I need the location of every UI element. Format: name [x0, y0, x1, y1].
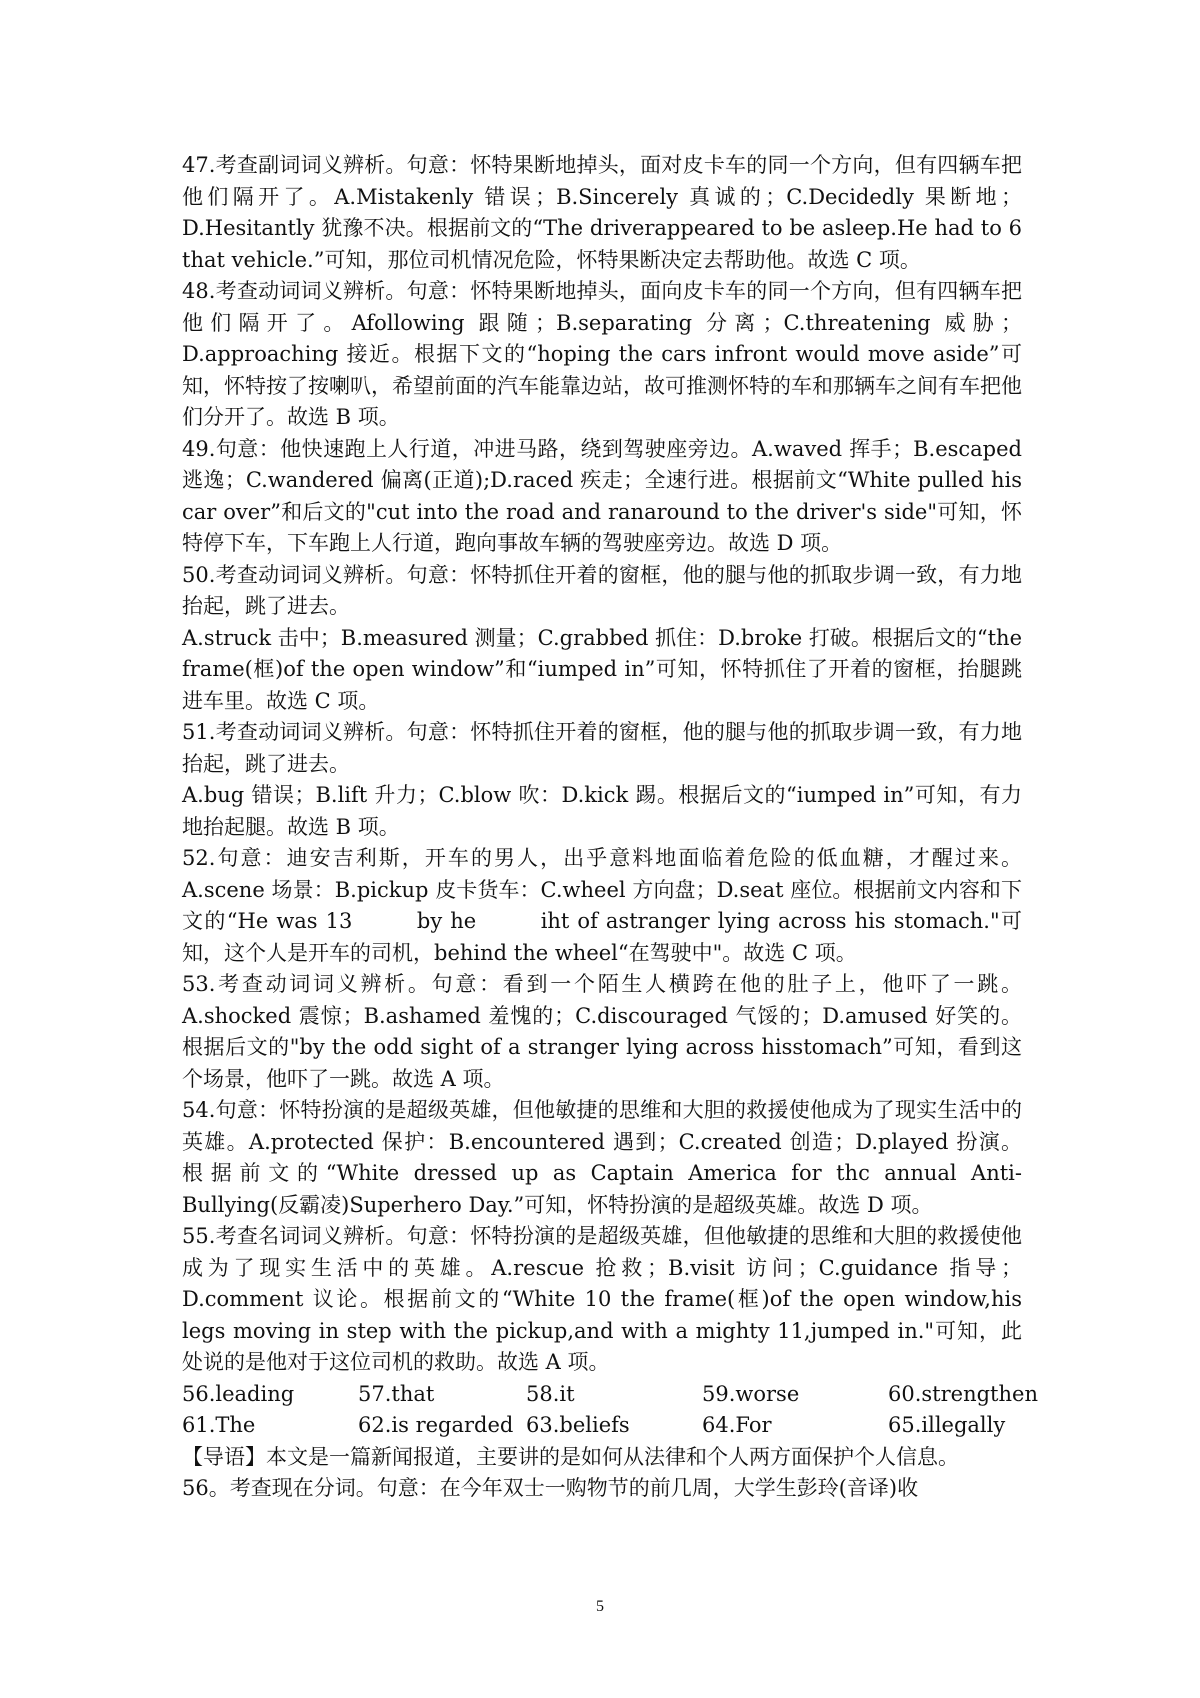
answer-item: 64.For — [702, 1413, 772, 1437]
answer-item: 59.worse — [702, 1381, 800, 1406]
paragraph-50-options: A.struck 击中；B.measured 测量；C.grabbed 抓住：D.broke 打破。根据后文的“the frame(框)of the open window”和“iumped in”可知，怀特抓住了开着的窗框，抬腿跳进车里。故选 C 项。 — [182, 625, 1022, 713]
answer-key-grid — [182, 1379, 1038, 1442]
answer-item: 62.is regarded — [358, 1413, 514, 1437]
document-body — [182, 150, 1038, 1505]
answer-item: 57.that — [358, 1381, 435, 1406]
paragraph-55: 55.考查名词词义辨析。句意：怀特扮演的是超级英雄，但他敏捷的思维和大胆的救援使他成为了现实生活中的英雄。A.rescue 抢救；B.visit 访问；C.guidance 指导；D.comment 议论。根据前文的“White 10 the frame(框)of the open window,his legs moving in step with the pickup,and with a mighty 11,jumped in."可知，此处说的是他对于这位司机的救助。故选 A 项。 — [182, 1224, 1023, 1374]
paragraph-51-options: A.bug 错误；B.lift 升力；C.blow 吹：D.kick 踢。根据后文的“iumped in”可知，有力地抬起腿。故选 B 项。 — [182, 783, 1022, 839]
paragraph-47: 47.考查副词词义辨析。句意：怀特果断地掉头，面对皮卡车的同一个方向，但有四辆车把他们隔开了。A.Mistakenly 错误；B.Sincerely 真诚的；C.Decidedly 果断地；D.Hesitantly 犹豫不决。根据前文的“The driverappeared to be asleep.He had to 6 that vehicle.”可知，那位司机情况危险，怀特果断决定去帮助他。故选 C 项。 — [182, 153, 1022, 272]
paragraph-51: 51.考查动词词义辨析。句意：怀特抓住开着的窗框，他的腿与他的抓取步调一致，有力地抬起，跳了进去。 — [182, 720, 1022, 776]
answer-item: 61.The — [182, 1413, 256, 1437]
paragraph-53: 53.考查动词词义辨析。句意：看到一个陌生人横跨在他的肚子上，他吓了一跳。A.shocked 震惊；B.ashamed 羞愧的；C.discouraged 气馁的；D.amused 好笑的。根据后文的"by the odd sight of a stranger lying across hisstomach”可知，看到这个场景，他吓了一跳。故选 A 项。 — [182, 972, 1022, 1091]
paragraph-50: 50.考查动词词义辨析。句意：怀特抓住开着的窗框，他的腿与他的抓取步调一致，有力地抬起，跳了进去。 — [182, 562, 1022, 618]
paragraph-49: 49.句意：他快速跑上人行道，冲进马路，绕到驾驶座旁边。A.waved 挥手；B.escaped 逃逸；C.wandered 偏离(正道);D.raced 疾走；全速行进。根据前文“White pulled his car over”和后文的"cut into the road and ranaround to the driver's side"可知，怀特停下车，下车跑上人行道，跑向事故车辆的驾驶座旁边。故选 D 项。 — [182, 436, 1022, 555]
intro-paragraph: 【导语】本文是一篇新闻报道，主要讲的是如何从法律和个人两方面保护个人信息。 — [182, 1444, 959, 1469]
page-number: 5 — [596, 1598, 604, 1615]
paragraph-48: 48.考查动词词义辨析。句意：怀特果断地掉头，面向皮卡车的同一个方向，但有四辆车把他们隔开了。Afollowing 跟随；B.separating 分离；C.threatening 威胁；D.approaching 接近。根据下文的“hoping the cars infront would move aside”可知，怀特按了按喇叭，希望前面的汽车能靠边站，故可推测怀特的车和那辆车之间有车把他们分开了。故选 B 项。 — [182, 279, 1022, 429]
answer-item: 65.illegally — [888, 1413, 1006, 1437]
paragraph-56: 56。考查现在分词。句意：在今年双士一购物节的前几周，大学生彭玲(音译)收 — [182, 1476, 919, 1500]
paragraph-54: 54.句意：怀特扮演的是超级英雄，但他敏捷的思维和大胆的救援使他成为了现实生活中的英雄。A.protected 保护：B.encountered 遇到；C.created 创造；D.played 扮演。根据前文的“White dressed up as Captain America for thc annual Anti-Bullying(反霸凌)Superhero Day.”可知，怀特扮演的是超级英雄。故选 D 项。 — [182, 1098, 1022, 1217]
answer-item: 60.strengthen — [888, 1381, 1038, 1406]
answer-item: 63.beliefs — [526, 1413, 630, 1437]
paragraph-52: 52.句意：迪安吉利斯，开车的男人，出乎意料地面临着危险的低血糖，才醒过来。A.scene 场景：B.pickup 皮卡货车：C.wheel 方向盘；D.seat 座位。根据前文内容和下文的“He was 13 by he iht of astranger lying across his stomach."可知，这个人是开车的司机，behind the wheel“在驾驶中"。故选 C 项。 — [182, 846, 1022, 965]
answer-item: 58.it — [526, 1381, 575, 1406]
answer-item: 56.leading — [182, 1381, 295, 1406]
